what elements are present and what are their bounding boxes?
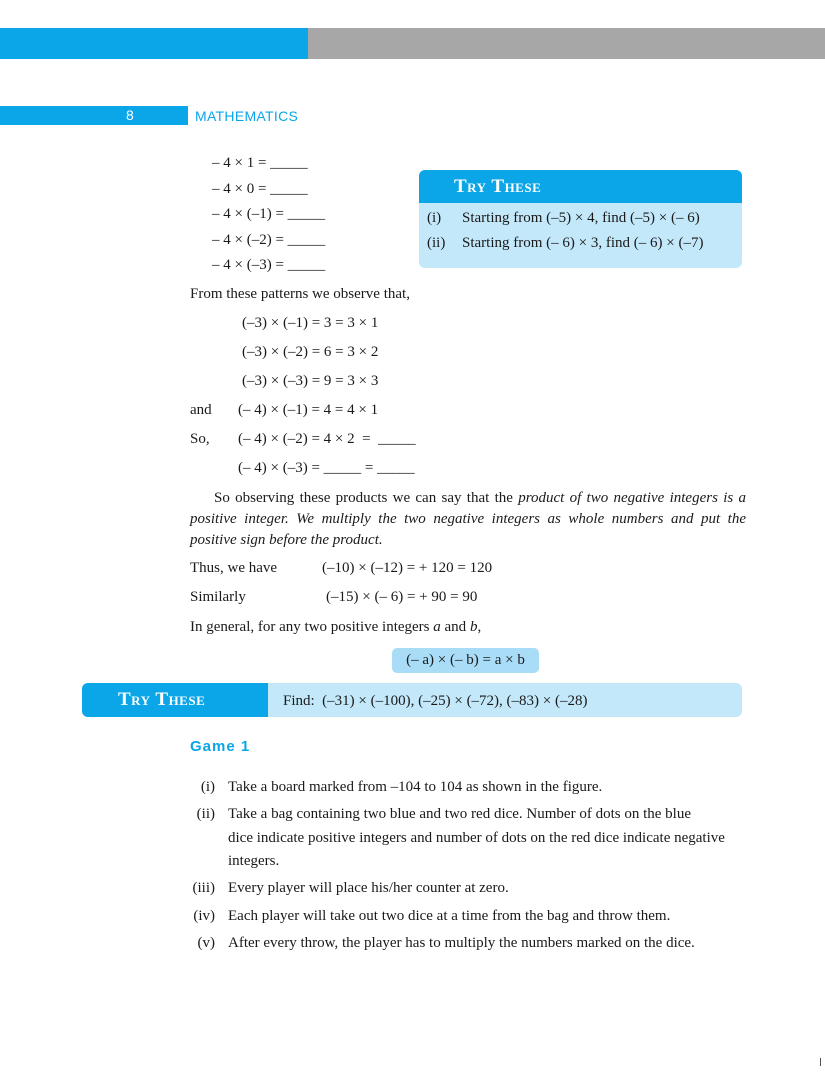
conclusion-paragraph xyxy=(190,488,746,551)
page-title: MATHEMATICS xyxy=(195,108,299,124)
step-text: dice indicate positive integers and number of dots on the red dice indicate negative xyxy=(228,830,725,846)
try-item-text: Starting from (–5) × 4, find (–5) × (– 6) xyxy=(462,210,700,226)
observation-expr: (–3) × (–3) = 9 = 3 × 3 xyxy=(242,373,379,389)
pattern-line: – 4 × (–2) = _____ xyxy=(212,232,326,248)
step-text: Take a board marked from –104 to 104 as shown in the figure. xyxy=(228,779,603,795)
example-label: Similarly xyxy=(190,589,246,605)
conclusion-italic: product of two negative integers is a positive integer. We multiply the two negative integers as whole numbers and put the positive sign before the product. xyxy=(190,490,746,548)
game-title: Game 1 xyxy=(190,738,251,755)
step-text: Every player will place his/her counter at zero. xyxy=(228,880,509,896)
variable-b: b xyxy=(469,619,478,635)
try-item-number: (ii) xyxy=(427,235,446,251)
page-number: 8 xyxy=(126,107,134,123)
observation-expr: (– 4) × (–3) = _____ = _____ xyxy=(238,460,415,476)
header-band-blue xyxy=(0,28,308,59)
step-number: (iv) xyxy=(193,908,215,924)
observation-prefix: and xyxy=(190,402,212,418)
pattern-line: – 4 × 1 = _____ xyxy=(212,155,308,171)
observation-prefix: So, xyxy=(190,431,210,447)
try-item-text: Starting from (– 6) × 3, find (– 6) × (–7) xyxy=(462,235,704,251)
observation-expr: (– 4) × (–2) = 4 × 2 = _____ xyxy=(238,431,416,447)
pattern-line: – 4 × (–3) = _____ xyxy=(212,257,326,273)
header-band-gray xyxy=(308,28,825,59)
pattern-line: – 4 × 0 = _____ xyxy=(212,181,308,197)
general-formula: (– a) × (– b) = a × b xyxy=(392,648,539,673)
step-number: (v) xyxy=(197,935,215,951)
edge-mark xyxy=(820,1058,821,1066)
general-and: and xyxy=(440,619,470,635)
variable-a: a xyxy=(433,619,441,635)
step-text: Each player will take out two dice at a time from the bag and throw them. xyxy=(228,908,671,924)
observe-intro: From these patterns we observe that, xyxy=(190,286,410,302)
step-number: (i) xyxy=(200,779,215,795)
step-number: (iii) xyxy=(192,880,215,896)
try-these-title: Try These xyxy=(118,689,206,710)
observation-expr: (– 4) × (–1) = 4 = 4 × 1 xyxy=(238,402,379,418)
step-text: integers. xyxy=(228,853,280,869)
example-expr: (–15) × (– 6) = + 90 = 90 xyxy=(326,589,478,605)
pattern-line: – 4 × (–1) = _____ xyxy=(212,206,326,222)
example-label: Thus, we have xyxy=(190,560,278,576)
page-number-bar xyxy=(0,106,188,125)
try-these-text: Find: (–31) × (–100), (–25) × (–72), (–83) × (–28) xyxy=(283,693,588,709)
try-item-number: (i) xyxy=(427,210,442,226)
general-text: In general, for any two positive integers xyxy=(190,619,434,635)
conclusion-lead: So observing these products we can say that the xyxy=(214,490,519,506)
example-expr: (–10) × (–12) = + 120 = 120 xyxy=(322,560,493,576)
observation-expr: (–3) × (–1) = 3 = 3 × 1 xyxy=(242,315,379,331)
step-text: Take a bag containing two blue and two red dice. Number of dots on the blue xyxy=(228,806,691,822)
general-comma: , xyxy=(477,619,482,635)
step-text: After every throw, the player has to multiply the numbers marked on the dice. xyxy=(228,935,695,951)
try-these-title: Try These xyxy=(454,176,542,197)
general-statement xyxy=(190,617,481,637)
observation-expr: (–3) × (–2) = 6 = 3 × 2 xyxy=(242,344,379,360)
step-number: (ii) xyxy=(196,806,215,822)
